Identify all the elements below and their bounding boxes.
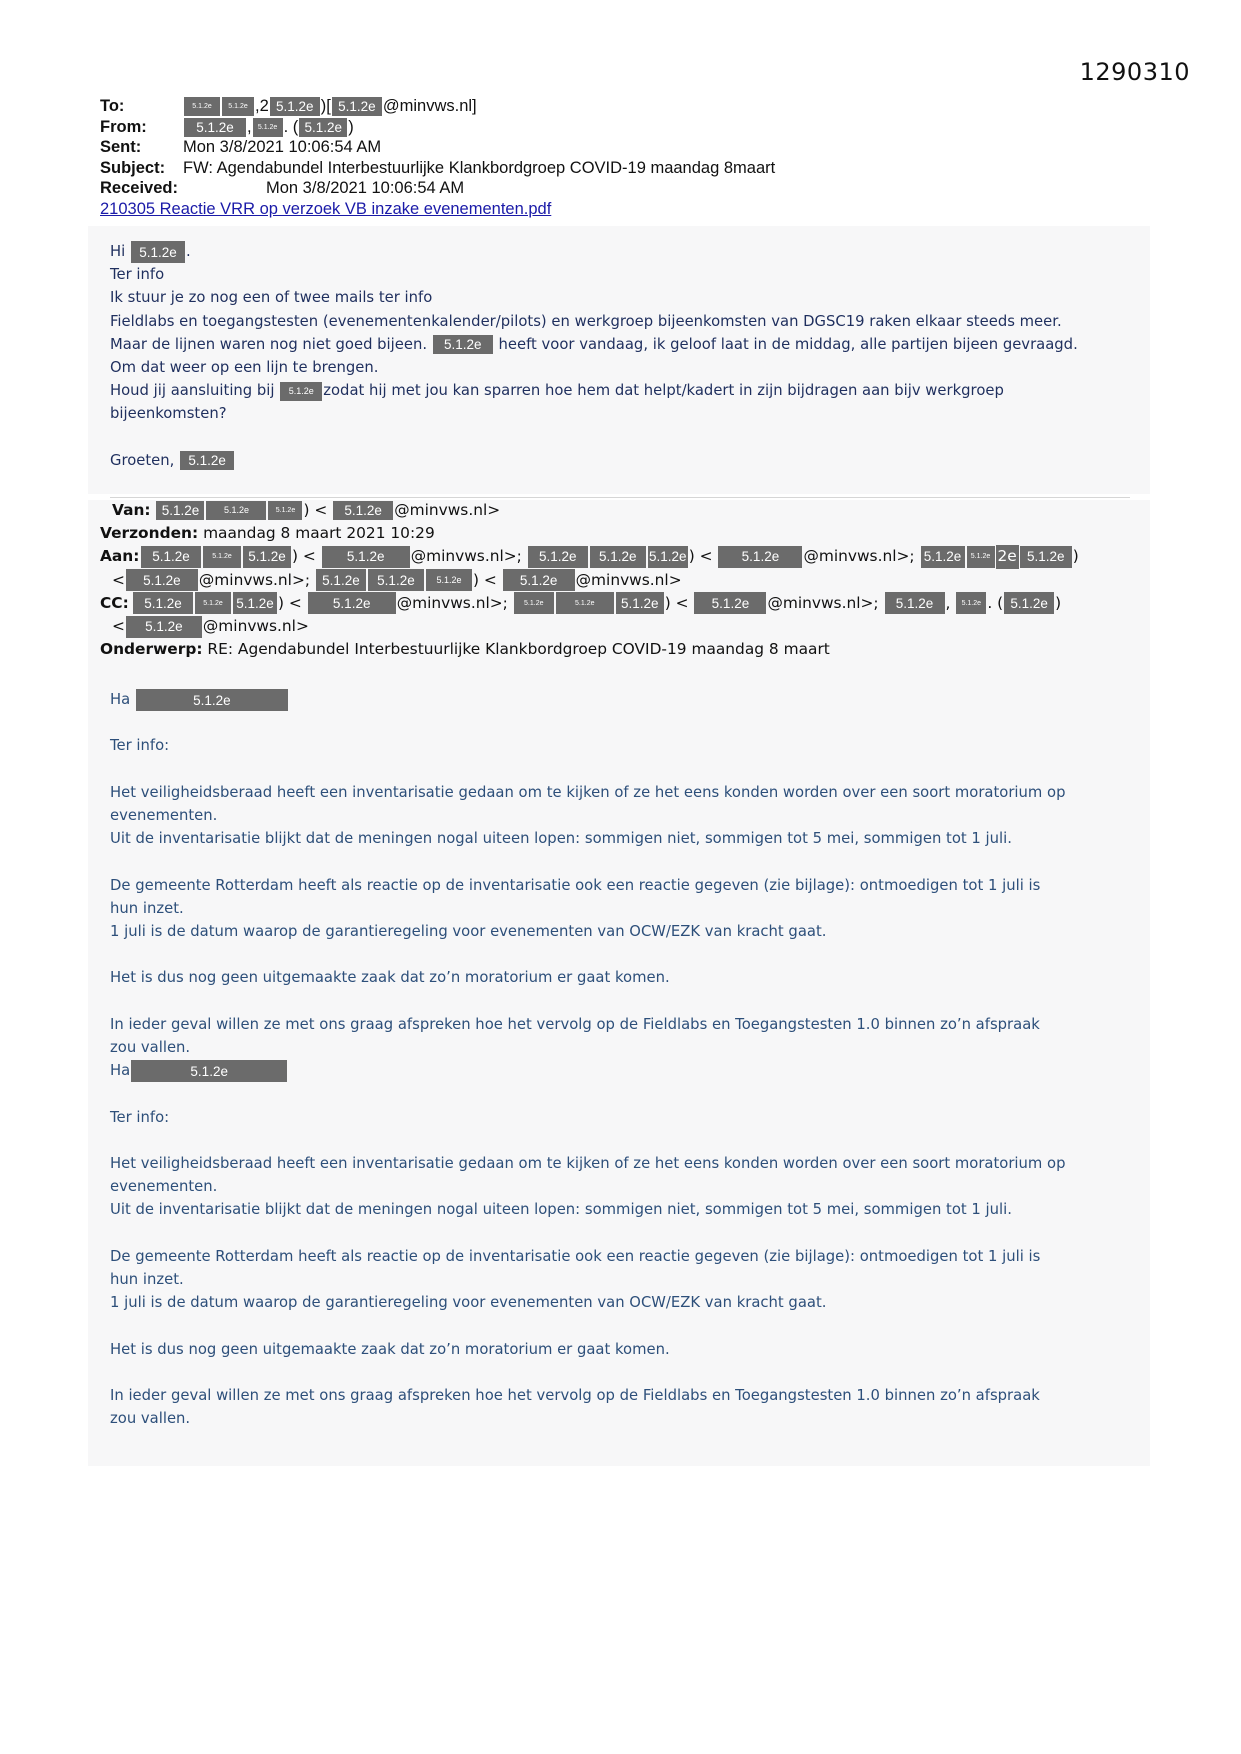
redaction-box: 5.1.2e	[280, 382, 322, 401]
aan-sep: )	[1072, 547, 1079, 566]
from-label: From:	[100, 117, 147, 136]
body-line: Uit de inventarisatie blijkt dat de meningen nogal uiteen lopen: sommigen niet, sommigen tot 5 mei, sommigen tot 1 juli.	[110, 1201, 1012, 1219]
cc-sep: ) <	[664, 593, 689, 612]
onderwerp-row	[100, 638, 1160, 661]
redaction-box: 5.1.2e	[180, 451, 234, 470]
greeting-word: Ha	[110, 1062, 131, 1080]
van-sep: ) <	[303, 501, 328, 519]
cc-sep: ) <	[278, 593, 302, 612]
spacer	[110, 1222, 1140, 1245]
aan-sep: ) <	[472, 570, 497, 589]
redaction-box: 5.1.2e	[648, 546, 688, 568]
aan-part: 2e	[996, 545, 1019, 568]
redaction-box: 5.1.2e	[333, 501, 393, 520]
body-line: Het is dus nog geen uitgemaakte zaak dat zo’n moratorium er gaat komen.	[110, 1340, 670, 1358]
aan-sep: <	[112, 570, 125, 589]
aan-label: Aan:	[100, 547, 140, 566]
redaction-box: 5.1.2e	[133, 592, 193, 614]
body-text: heeft voor vandaag, ik geloof laat in de middag, alle partijen bijeen gevraagd.	[498, 335, 1078, 353]
redaction-box: 5.1.2e	[921, 546, 965, 568]
body-line	[110, 379, 1150, 402]
email-header	[100, 96, 1140, 219]
redaction-box: 5.1.2e	[332, 97, 382, 116]
closing-word: Groeten,	[110, 451, 175, 469]
spacer	[110, 1082, 1140, 1105]
spacer	[110, 758, 1140, 781]
body-line: hun inzet.	[110, 899, 184, 917]
redaction-box: 5.1.2e	[136, 689, 288, 711]
body-line: Ter info	[110, 266, 165, 284]
onderwerp-label: Onderwerp:	[100, 640, 203, 659]
sent-label: Sent:	[100, 138, 142, 156]
cc-sep: ,	[945, 593, 951, 612]
redaction-box: 5.1.2e	[322, 546, 410, 568]
forward-body	[110, 240, 1150, 472]
redaction-box: 5.1.2e	[590, 546, 646, 568]
van-email: @minvws.nl>	[394, 501, 501, 519]
cc-email: @minvws.nl>;	[396, 593, 508, 612]
greeting-line	[110, 1059, 1140, 1082]
body-line: 1 juli is de datum waarop de garantieregeling voor evenementen van OCW/EZK van kracht gaat.	[110, 922, 827, 940]
redaction-box: 5.1.2e	[233, 592, 277, 614]
redaction-box: 5.1.2e	[206, 501, 266, 520]
redaction-box: 5.1.2e	[141, 546, 201, 568]
spacer	[110, 711, 1140, 734]
body-line: hun inzet.	[110, 1270, 184, 1288]
redaction-box: 5.1.2e	[184, 118, 246, 137]
closing-line	[110, 449, 1150, 472]
aan-email: @minvws.nl>;	[198, 570, 311, 589]
greeting-word: Hi	[110, 243, 126, 260]
attachment-link[interactable]: 210305 Reactie VRR op verzoek VB inzake evenementen.pdf	[100, 199, 552, 218]
from-sep: )	[348, 117, 354, 136]
to-sep: )[	[320, 97, 331, 115]
received-label: Received:	[100, 179, 178, 197]
redaction-box: 5.1.2e	[514, 592, 554, 614]
body-line: bijeenkomsten?	[110, 405, 227, 423]
redaction-box: 5.1.2e	[616, 592, 664, 614]
body-text: Maar de lijnen waren nog niet goed bijeen.	[110, 335, 428, 353]
aan-email: @minvws.nl>;	[410, 547, 522, 566]
redaction-box: 5.1.2e	[299, 118, 347, 137]
redaction-box: 5.1.2e	[308, 592, 396, 614]
cc-sep: . (	[987, 593, 1004, 612]
received-row	[100, 178, 1140, 199]
redaction-box: 5.1.2e	[184, 97, 220, 116]
cc-label: CC:	[100, 593, 129, 612]
from-sep: ,	[247, 117, 252, 136]
redaction-box: 5.1.2e	[503, 569, 575, 591]
verzonden-value: maandag 8 maart 2021 10:29	[203, 524, 435, 543]
cc-sep: <	[112, 616, 125, 635]
redaction-box: 5.1.2e	[956, 592, 986, 614]
subject-label: Subject:	[100, 158, 166, 177]
redaction-box: 5.1.2e	[885, 592, 945, 614]
body-line: Fieldlabs en toegangstesten (evenementenkalender/pilots) en werkgroep bijeenkomsten van DGSC19 raken elkaar steeds meer.	[110, 312, 1062, 330]
body-line: De gemeente Rotterdam heeft als reactie op de inventarisatie ook een reactie gegeven (zie bijlage): ontmoedigen tot 1 juli is	[110, 1247, 1041, 1265]
redaction-box: 5.1.2e	[126, 569, 198, 591]
greeting-end: .	[185, 243, 191, 260]
redaction-box: 5.1.2e	[268, 501, 302, 520]
cc-row	[100, 592, 1160, 615]
body-line: evenementen.	[110, 806, 218, 824]
divider	[110, 497, 1130, 498]
body-text: zodat hij met jou kan sparren hoe hem dat helpt/kadert in zijn bijdragen aan bijv werkgroep	[323, 382, 1004, 400]
redaction-box: 5.1.2e	[368, 569, 424, 591]
body-line: zou vallen.	[110, 1410, 191, 1428]
from-row	[100, 117, 1140, 138]
redaction-box: 5.1.2e	[126, 616, 202, 638]
spacer	[110, 1129, 1140, 1152]
body-line: Het is dus nog geen uitgemaakte zaak dat zo’n moratorium er gaat komen.	[110, 969, 670, 987]
redaction-box: 5.1.2e	[967, 546, 995, 568]
spacer	[110, 1314, 1140, 1337]
redaction-box: 5.1.2e	[253, 118, 283, 137]
body-line: evenementen.	[110, 1178, 218, 1196]
quoted-body	[110, 688, 1140, 1430]
redaction-box: 5.1.2e	[243, 546, 291, 568]
cc-row-2	[100, 615, 1160, 638]
body-line: In ieder geval willen ze met ons graag afspreken hoe het vervolg op de Fieldlabs en Toegangstesten 1.0 binnen zo’n afspraak	[110, 1015, 1040, 1033]
verzonden-row	[100, 522, 1160, 545]
aan-row	[100, 545, 1160, 568]
greeting-line	[110, 688, 1140, 711]
body-line: Ter info:	[110, 1108, 170, 1126]
body-line	[110, 333, 1150, 356]
redaction-box: 5.1.2e	[433, 335, 493, 354]
aan-email: @minvws.nl>	[575, 570, 682, 589]
redaction-box: 5.1.2e	[426, 569, 472, 591]
attachment-row	[100, 199, 1140, 220]
aan-email: @minvws.nl>;	[803, 547, 915, 566]
body-line: Het veiligheidsberaad heeft een inventarisatie gedaan om te kijken of ze het eens konden worden over een soort moratorium op	[110, 1154, 1066, 1172]
redaction-box: 5.1.2e	[131, 241, 185, 263]
body-text: Houd jij aansluiting bij	[110, 382, 275, 400]
aan-sep: ) <	[688, 547, 713, 566]
redaction-box: 5.1.2e	[528, 546, 588, 568]
redaction-box: 5.1.2e	[131, 1060, 287, 1082]
received-value: Mon 3/8/2021 10:06:54 AM	[266, 179, 465, 197]
sent-value: Mon 3/8/2021 10:06:54 AM	[183, 138, 382, 156]
redaction-box: 5.1.2e	[694, 592, 766, 614]
verzonden-label: Verzonden:	[100, 524, 199, 543]
body-line: In ieder geval willen ze met ons graag afspreken hoe het vervolg op de Fieldlabs en Toegangstesten 1.0 binnen zo’n afspraak	[110, 1386, 1040, 1404]
van-row	[100, 499, 1160, 522]
spacer	[110, 1361, 1140, 1384]
cc-email: @minvws.nl>	[202, 616, 309, 635]
body-line: Uit de inventarisatie blijkt dat de meningen nogal uiteen lopen: sommigen niet, sommigen tot 5 mei, sommigen tot 1 juli.	[110, 830, 1012, 848]
to-sep: ,2	[255, 97, 269, 115]
subject-value: FW: Agendabundel Interbestuurlijke Klankbordgroep COVID-19 maandag 8maart	[183, 158, 776, 177]
aan-sep: ) <	[292, 547, 316, 566]
sent-row	[100, 137, 1140, 158]
body-line: Om dat weer op een lijn te brengen.	[110, 359, 379, 377]
original-header	[100, 499, 1160, 661]
body-line: Ter info:	[110, 737, 170, 755]
body-line: 1 juli is de datum waarop de garantieregeling voor evenementen van OCW/EZK van kracht gaat.	[110, 1294, 827, 1312]
document-number: 1290310	[1079, 58, 1190, 86]
spacer	[110, 943, 1140, 966]
to-label: To:	[100, 97, 125, 115]
to-email: @minvws.nl]	[382, 97, 477, 115]
redaction-box: 5.1.2e	[556, 592, 614, 614]
body-line: zou vallen.	[110, 1038, 191, 1056]
onderwerp-value: RE: Agendabundel Interbestuurlijke Klankbordgroep COVID-19 maandag 8 maart	[207, 640, 830, 659]
subject-row	[100, 158, 1140, 179]
redaction-box: 5.1.2e	[316, 569, 366, 591]
redaction-box: 5.1.2e	[1004, 592, 1054, 614]
body-line: Het veiligheidsberaad heeft een inventarisatie gedaan om te kijken of ze het eens konden worden over een soort moratorium op	[110, 783, 1066, 801]
aan-row-2	[100, 569, 1160, 592]
greeting-word: Ha	[110, 691, 131, 708]
van-label: Van:	[112, 501, 151, 519]
redaction-box: 5.1.2e	[195, 592, 231, 614]
redaction-box: 5.1.2e	[270, 97, 320, 116]
body-line: De gemeente Rotterdam heeft als reactie op de inventarisatie ook een reactie gegeven (zie bijlage): ontmoedigen tot 1 juli is	[110, 876, 1041, 894]
cc-sep: )	[1055, 593, 1062, 612]
redaction-box: 5.1.2e	[718, 546, 802, 568]
redaction-box: 5.1.2e	[222, 97, 254, 116]
to-row	[100, 96, 1140, 117]
greeting-line	[110, 240, 1150, 263]
redaction-box: 5.1.2e	[203, 546, 241, 568]
body-line: Ik stuur je zo nog een of twee mails ter info	[110, 289, 433, 307]
spacer	[110, 990, 1140, 1013]
cc-email: @minvws.nl>;	[767, 593, 879, 612]
from-sep: . (	[283, 117, 299, 136]
spacer	[110, 426, 1150, 449]
redaction-box: 5.1.2e	[1020, 546, 1072, 568]
from-value	[183, 117, 354, 138]
to-value	[183, 96, 477, 117]
spacer	[110, 850, 1140, 873]
redaction-box: 5.1.2e	[156, 501, 204, 520]
